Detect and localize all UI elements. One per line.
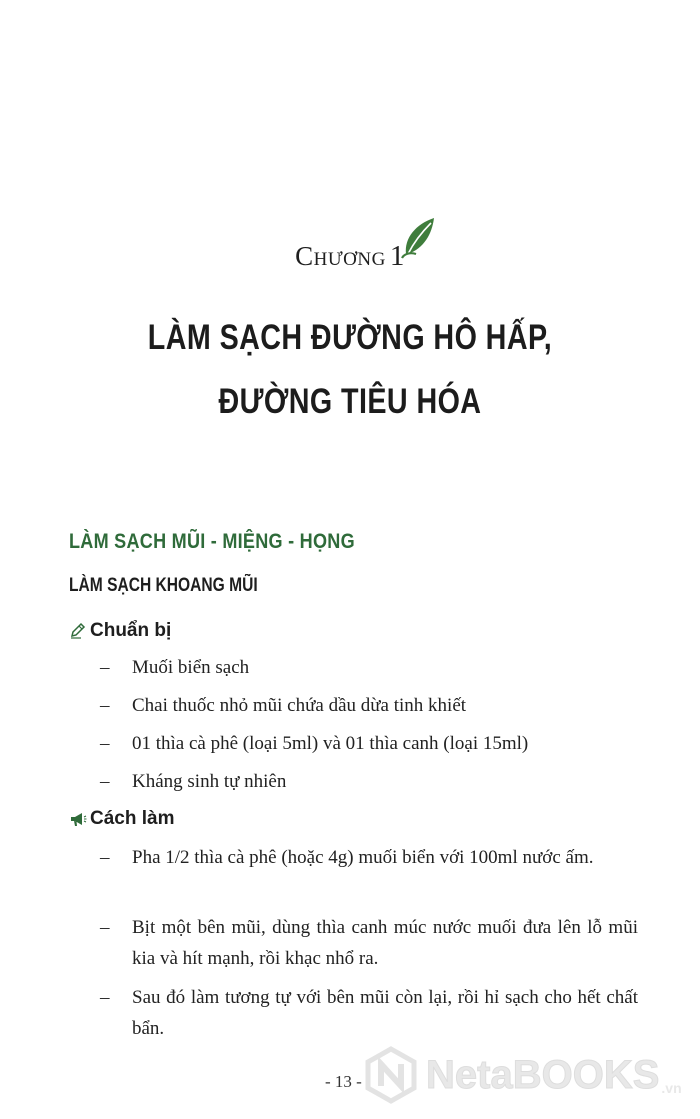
watermark — [362, 1040, 682, 1110]
list-item-text: Bịt một bên mũi, dùng thìa canh múc nước muối đưa lên lỗ mũi kia và hít mạnh, rồi khạc nhổ ra. — [132, 917, 638, 969]
list-dash: – — [100, 847, 110, 868]
list-dash: – — [100, 987, 110, 1008]
list-dash: – — [100, 771, 110, 792]
list-dash: – — [100, 733, 110, 754]
preparation-heading-text: Chuẩn bị — [90, 620, 172, 641]
list-dash: – — [100, 917, 110, 938]
subsection-title: LÀM SẠCH KHOANG MŨI — [69, 575, 258, 596]
list-item-text: Chai thuốc nhỏ mũi chứa dầu dừa tinh khiết — [132, 695, 467, 716]
method-heading-text: Cách làm — [90, 808, 175, 829]
chapter-title-line-2: ĐƯỜNG TIÊU HÓA — [218, 382, 482, 421]
page-number: - 13 - — [325, 1072, 362, 1091]
watermark-text: NetaBOOKS — [426, 1052, 660, 1097]
chapter-title-line-1: LÀM SẠCH ĐƯỜNG HÔ HẤP, — [147, 318, 553, 357]
list-dash: – — [100, 695, 110, 716]
chapter-word: Chương — [295, 241, 386, 271]
list-item-text: Sau đó làm tương tự với bên mũi còn lại, rồi hỉ sạch cho hết chất bẩn. — [132, 987, 638, 1039]
list-item-text: Muối biển sạch — [132, 657, 250, 678]
list-dash: – — [100, 657, 110, 678]
netabooks-logo-icon — [362, 1046, 420, 1104]
pencil-icon — [69, 622, 87, 640]
chapter-number: 1 — [389, 240, 405, 272]
list-item-text: 01 thìa cà phê (loại 5ml) và 01 thìa canh (loại 15ml) — [132, 733, 529, 754]
leaf-icon — [398, 214, 438, 262]
preparation-heading — [69, 620, 171, 642]
megaphone-icon — [69, 810, 87, 828]
method-heading — [69, 808, 174, 830]
section-title: LÀM SẠCH MŨI - MIỆNG - HỌNG — [69, 530, 355, 553]
list-item-text: Pha 1/2 thìa cà phê (hoặc 4g) muối biển với 100ml nước ấm. — [132, 847, 594, 868]
list-item-text: Kháng sinh tự nhiên — [132, 771, 287, 792]
chapter-label — [0, 240, 700, 273]
watermark-suffix: .vn — [661, 1080, 682, 1096]
